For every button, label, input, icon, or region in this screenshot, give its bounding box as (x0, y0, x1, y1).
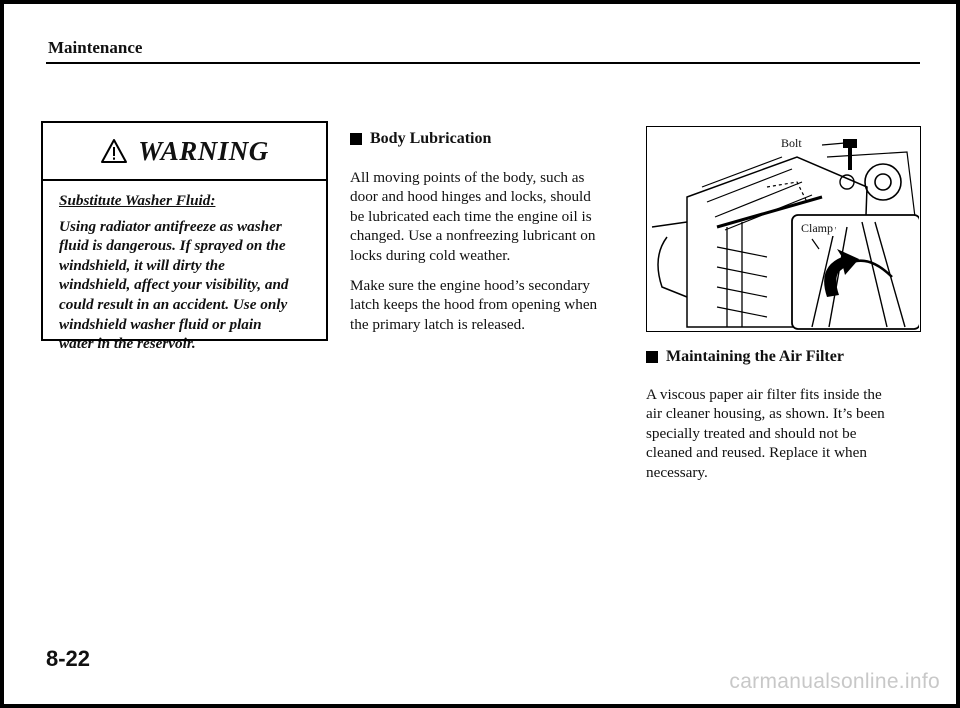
warning-title: WARNING (138, 135, 269, 166)
text-line: Make sure the engine hood’s secondary (350, 277, 590, 294)
watermark-link[interactable]: carmanualsonline.info (729, 670, 940, 693)
text-line: latch keeps the hood from opening when (350, 296, 598, 314)
text-line: All moving points of the body, such as (350, 169, 585, 186)
air-cleaner-illustration (647, 127, 919, 330)
warning-subtitle: Substitute Washer Fluid: (59, 192, 216, 209)
square-bullet-icon (646, 351, 658, 363)
warning-header (43, 123, 326, 181)
air-filter-heading (646, 348, 844, 366)
air-cleaner-figure (646, 126, 921, 332)
warning-box (41, 121, 328, 353)
warning-line: fluid is dangerous. If sprayed on the (59, 237, 286, 255)
warning-line: Using radiator antifreeze as washer (59, 217, 282, 235)
body-lubrication-heading (350, 130, 491, 148)
text-line: the primary latch is released. (350, 315, 526, 333)
bolt-label: Bolt (781, 136, 802, 150)
air-filter-title: Maintaining the Air Filter (666, 348, 844, 365)
warning-line: could result in an accident. Use only (59, 295, 288, 313)
section-header: Maintenance (48, 38, 143, 57)
clamp-label: Clamp (801, 221, 833, 235)
text-line: necessary. (646, 463, 708, 481)
warning-line: windshield washer fluid or plain (59, 315, 262, 333)
text-line: cleaned and reused. Replace it when (646, 444, 867, 462)
body-lubrication-title: Body Lubrication (370, 130, 492, 147)
warning-line: windshield, it will dirty the (59, 256, 225, 274)
warning-line: water in the reservoir. (59, 335, 196, 353)
page-number: 8-22 (46, 646, 91, 671)
text-line: A viscous paper air filter fits inside the (646, 386, 882, 403)
text-line: air cleaner housing, as shown. It’s been (646, 405, 885, 423)
text-line: be lubricated each time the engine oil is (350, 207, 592, 225)
warning-body (43, 181, 326, 354)
warning-triangle-icon (100, 138, 128, 164)
header-rule (46, 62, 920, 64)
text-line: specially treated and should not be (646, 424, 857, 442)
text-line: changed. Use a nonfreezing lubricant on (350, 227, 596, 245)
square-bullet-icon (350, 133, 362, 145)
warning-line: windshield, affect your visibility, and (59, 276, 289, 294)
body-lubrication-paragraph-2 (350, 276, 597, 334)
text-line: locks during cold weather. (350, 246, 511, 264)
text-line: door and hood hinges and locks, should (350, 188, 591, 206)
air-filter-paragraph (646, 385, 885, 482)
body-lubrication-paragraph-1 (350, 168, 595, 265)
